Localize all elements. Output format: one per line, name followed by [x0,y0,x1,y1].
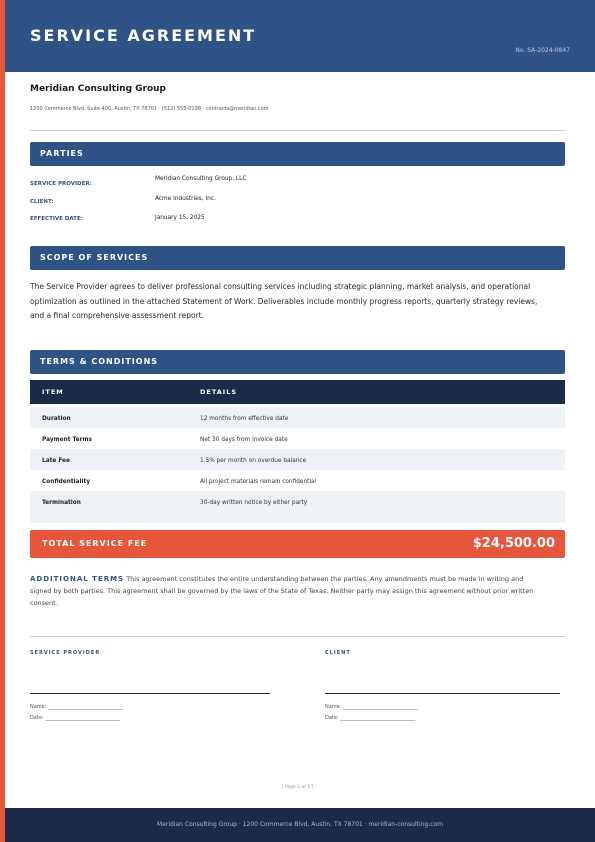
row-detail: 12 months from effective date [200,416,289,422]
terms-section-header [30,350,565,374]
section-title: SCOPE OF SERVICES [40,253,149,262]
party-label: CLIENT: [30,199,54,205]
party-label: SERVICE PROVIDER: [30,181,92,187]
party-value: Acme Industries, Inc. [155,196,216,202]
client-date-line: Date: ______________________________ [325,715,416,721]
parties-section-header [30,142,565,166]
table-header [30,380,565,404]
page-number: [ Page 1 of 1 ] [281,785,314,790]
client-signature-line[interactable] [325,693,560,694]
provider-name-line: Name: ______________________________ [30,704,124,710]
total-fee-bar [30,530,565,558]
client-name-line: Name: ______________________________ [325,704,419,710]
total-fee-label: TOTAL SERVICE FEE [42,539,148,548]
row-detail: All project materials remain confidential [200,479,317,485]
section-title: PARTIES [40,149,84,158]
row-detail: Net 30 days from invoice date [200,437,288,443]
footer-text: Meridian Consulting Group · 1200 Commerce Blvd, Austin, TX 78701 · meridian-consulting.com [157,821,443,828]
divider [30,636,565,637]
total-fee-amount: $24,500.00 [472,536,555,551]
row-item: Termination [42,500,81,506]
provider-date-line: Date: ______________________________ [30,715,121,721]
provider-signature-line[interactable] [30,693,270,694]
party-value: Meridian Consulting Group, LLC [155,176,247,182]
table-row [30,491,565,523]
accent-bar [0,0,5,842]
additional-terms-text: This agreement constitutes the entire understanding between the parties. Any amendments must be made in writing and signed by both parties. This agreement shall be governed by the laws of the State of Texas. Neither party may assign this agreement without prior written consent. [30,575,534,607]
party-value: January 15, 2025 [155,215,205,221]
client-signature-label: CLIENT [325,650,351,656]
table-row [30,449,565,470]
provider-signature-label: SERVICE PROVIDER [30,650,101,656]
table-row [30,428,565,449]
page-footer [5,808,595,842]
document-title: SERVICE AGREEMENT [30,26,257,45]
column-header-details: DETAILS [200,388,238,396]
row-detail: 1.5% per month on overdue balance [200,458,307,464]
section-title: TERMS & CONDITIONS [40,357,159,366]
scope-section-header [30,246,565,270]
row-item: Duration [42,416,71,422]
row-item: Payment Terms [42,437,92,443]
divider [30,130,565,131]
row-item: Confidentiality [42,479,91,485]
column-header-item: ITEM [42,388,64,396]
company-name: Meridian Consulting Group [30,84,166,94]
row-item: Late Fee [42,458,70,464]
additional-terms-label: ADDITIONAL TERMS [30,575,125,583]
table-row [30,470,565,491]
document-number: No. SA-2024-0847 [515,47,570,54]
table-row [30,407,565,428]
company-address: 1200 Commerce Blvd, Suite 400, Austin, TX 78701 · (512) 555-0198 · contracts@meridian.com [30,106,269,112]
row-detail: 30-day written notice by either party [200,500,308,506]
document-header [5,0,595,72]
scope-text: The Service Provider agrees to deliver professional consulting services including strategic planning, market analysis, and operational optimization as outlined in the attached Statement of Work. Deliverables include monthly progress reports, quarterly strategy reviews, and a final comprehensive assessment report. [30,282,538,320]
additional-terms [30,573,540,609]
party-label: EFFECTIVE DATE: [30,216,83,222]
